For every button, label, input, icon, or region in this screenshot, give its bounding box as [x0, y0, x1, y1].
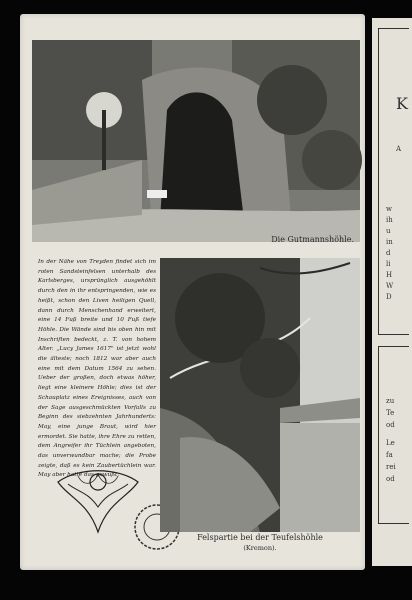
fragment: D: [386, 293, 392, 301]
fragment: d: [386, 249, 391, 257]
fragment: w: [386, 205, 392, 213]
fragment: Le: [386, 439, 395, 447]
caption-right: Felspartie bei der Teufelshöhle: [197, 533, 323, 542]
fragment: od: [386, 475, 395, 483]
fragment: Te: [386, 409, 395, 417]
fragment: H: [386, 271, 393, 279]
fragment: W: [386, 282, 394, 290]
next-page-frame-top: [378, 28, 409, 335]
fragment: zu: [386, 397, 395, 405]
fragment: li: [386, 260, 391, 268]
caption-right-sub: (Kremon).: [243, 544, 277, 552]
article-text: In der Nähe von Treyden findet sich im roten Sandsteinfelsen unterhalb des Karlsberges, ursprünglich ausgehöhlt durch den in ihr entspringenden, wie es heißt, schon den Liven heiligen Quell, dann durch Menschenhand erweitert, eine 14 Fuß breite und 10 Fuß tiefe Höhle. Die Wände sind bis oben hin mit Inschriften bedeckt, z. T. von hohem Alter. „Lucy James 1617" ist jetzt wohl die älteste; noch 1812 war aber auch eine mit dem Datum 1564 zu sehen. Ueber der großen, doch etwas höher, liegt eine kleinere Höhle; dies ist der Schauplatz eines Ereignisses, auch von der Sage ausgeschmückten Vorfalls zu Beginn des siebzehnten Jahrhunderts: May, eine junge Braut, wird hier ermordet. Sie hatte, ihre Ehre zu retten, dem Angreifer ihr Tüchlein angeboten, das unverwundbar mache; die Probe zeigte, daß es kein Zaubertüchlein war. May aber hatte das gewußt.: [38, 259, 156, 479]
fragment: fa: [386, 451, 393, 459]
photo-teufelshoehle: [160, 258, 360, 532]
fragment: od: [386, 421, 395, 429]
fragment: in: [386, 238, 393, 246]
fragment: K: [396, 94, 408, 113]
fragment: ih: [386, 216, 393, 224]
book-page: [20, 14, 365, 570]
photo-gutmannshoehle: [32, 40, 360, 242]
caption-top: Die Gutmannshöhle.: [271, 235, 354, 244]
fragment: u: [386, 227, 391, 235]
fragment: A: [396, 145, 402, 153]
next-page-frame-bottom: [378, 346, 409, 524]
fragment: rei: [386, 463, 396, 471]
